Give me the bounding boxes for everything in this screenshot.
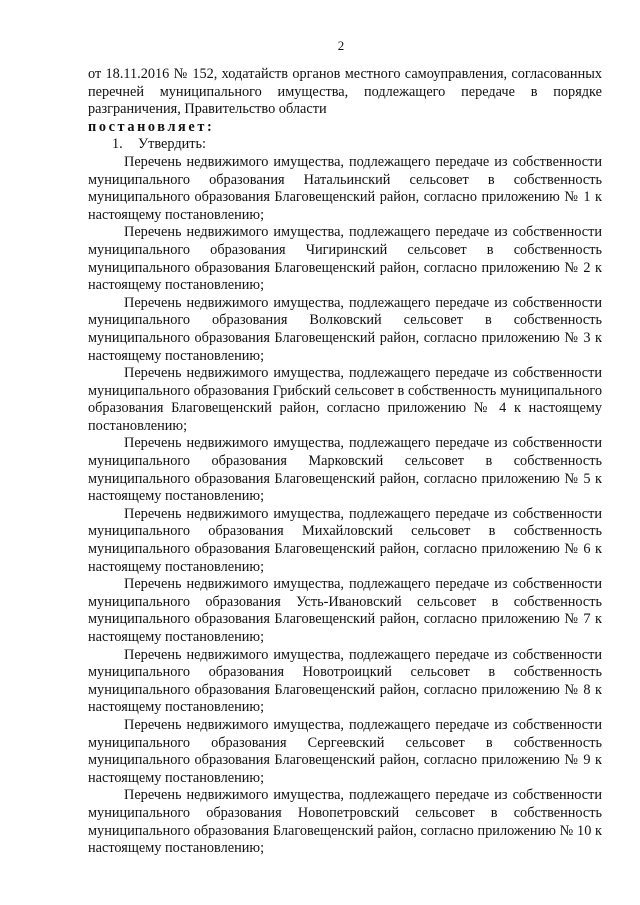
list-item-4: Перечень недвижимого имущества, подлежащего передаче из собственности муниципального образования Грибский сельсовет в собственность муниципального образования Благовещенский район, согласно приложению № 4 к настоящему постановлению;: [88, 365, 602, 434]
item-number: 1.: [112, 136, 123, 153]
decree-heading: постановляет:: [88, 118, 215, 135]
list-item-6: Перечень недвижимого имущества, подлежащего передаче из собственности муниципального образования Михайловский сельсовет в собственность муниципального образования Благовещенский район, согласно приложению № 6 к настоящему постановлению;: [88, 505, 602, 575]
item-approve: [88, 136, 602, 154]
list-item-9: Перечень недвижимого имущества, подлежащего передаче из собственности муниципального образования Сергеевский сельсовет в собственность муниципального образования Благовещенский район, согласно приложению № 9 к настоящему постановлению;: [88, 716, 602, 786]
item-label: Утвердить:: [138, 136, 207, 153]
list-item-5: Перечень недвижимого имущества, подлежащего передаче из собственности муниципального образования Марковский сельсовет в собственность муниципального образования Благовещенский район, согласно приложению № 5 к настоящему постановлению;: [88, 435, 602, 505]
list-item-2: Перечень недвижимого имущества, подлежащего передаче из собственности муниципального образования Чигиринский сельсовет в собственность муниципального образования Благовещенский район, согласно приложению № 2 к настоящему постановлению;: [88, 224, 602, 294]
list-item-3: Перечень недвижимого имущества, подлежащего передаче из собственности муниципального образования Волковский сельсовет в собственность муниципального образования Благовещенский район, согласно приложению № 3 к настоящему постановлению;: [88, 294, 602, 364]
list-item-7: Перечень недвижимого имущества, подлежащего передаче из собственности муниципального образования Усть-Ивановский сельсовет в собственность муниципального образования Благовещенский район, согласно приложению № 7 к настоящему постановлению;: [88, 576, 602, 645]
page-number: 2: [337, 38, 345, 53]
list-item-8: Перечень недвижимого имущества, подлежащего передаче из собственности муниципального образования Новотроицкий сельсовет в собственность муниципального образования Благовещенский район, согласно приложению № 8 к настоящему постановлению;: [88, 646, 602, 716]
intro-paragraph: от 18.11.2016 № 152, ходатайств органов местного самоуправления, согласованных перечней муниципального имущества, подлежащего передаче в порядке разграничения, Правительство области: [88, 66, 602, 118]
list-item-1: Перечень недвижимого имущества, подлежащего передаче из собственности муниципального образования Натальинский сельсовет в собственность муниципального образования Благовещенский район, согласно приложению № 1 к настоящему постановлению;: [88, 153, 602, 223]
list-item-10: Перечень недвижимого имущества, подлежащего передаче из собственности муниципального образования Новопетровский сельсовет в собственность муниципального образования Благовещенский район, согласно приложению № 10 к настоящему постановлению;: [88, 787, 602, 857]
